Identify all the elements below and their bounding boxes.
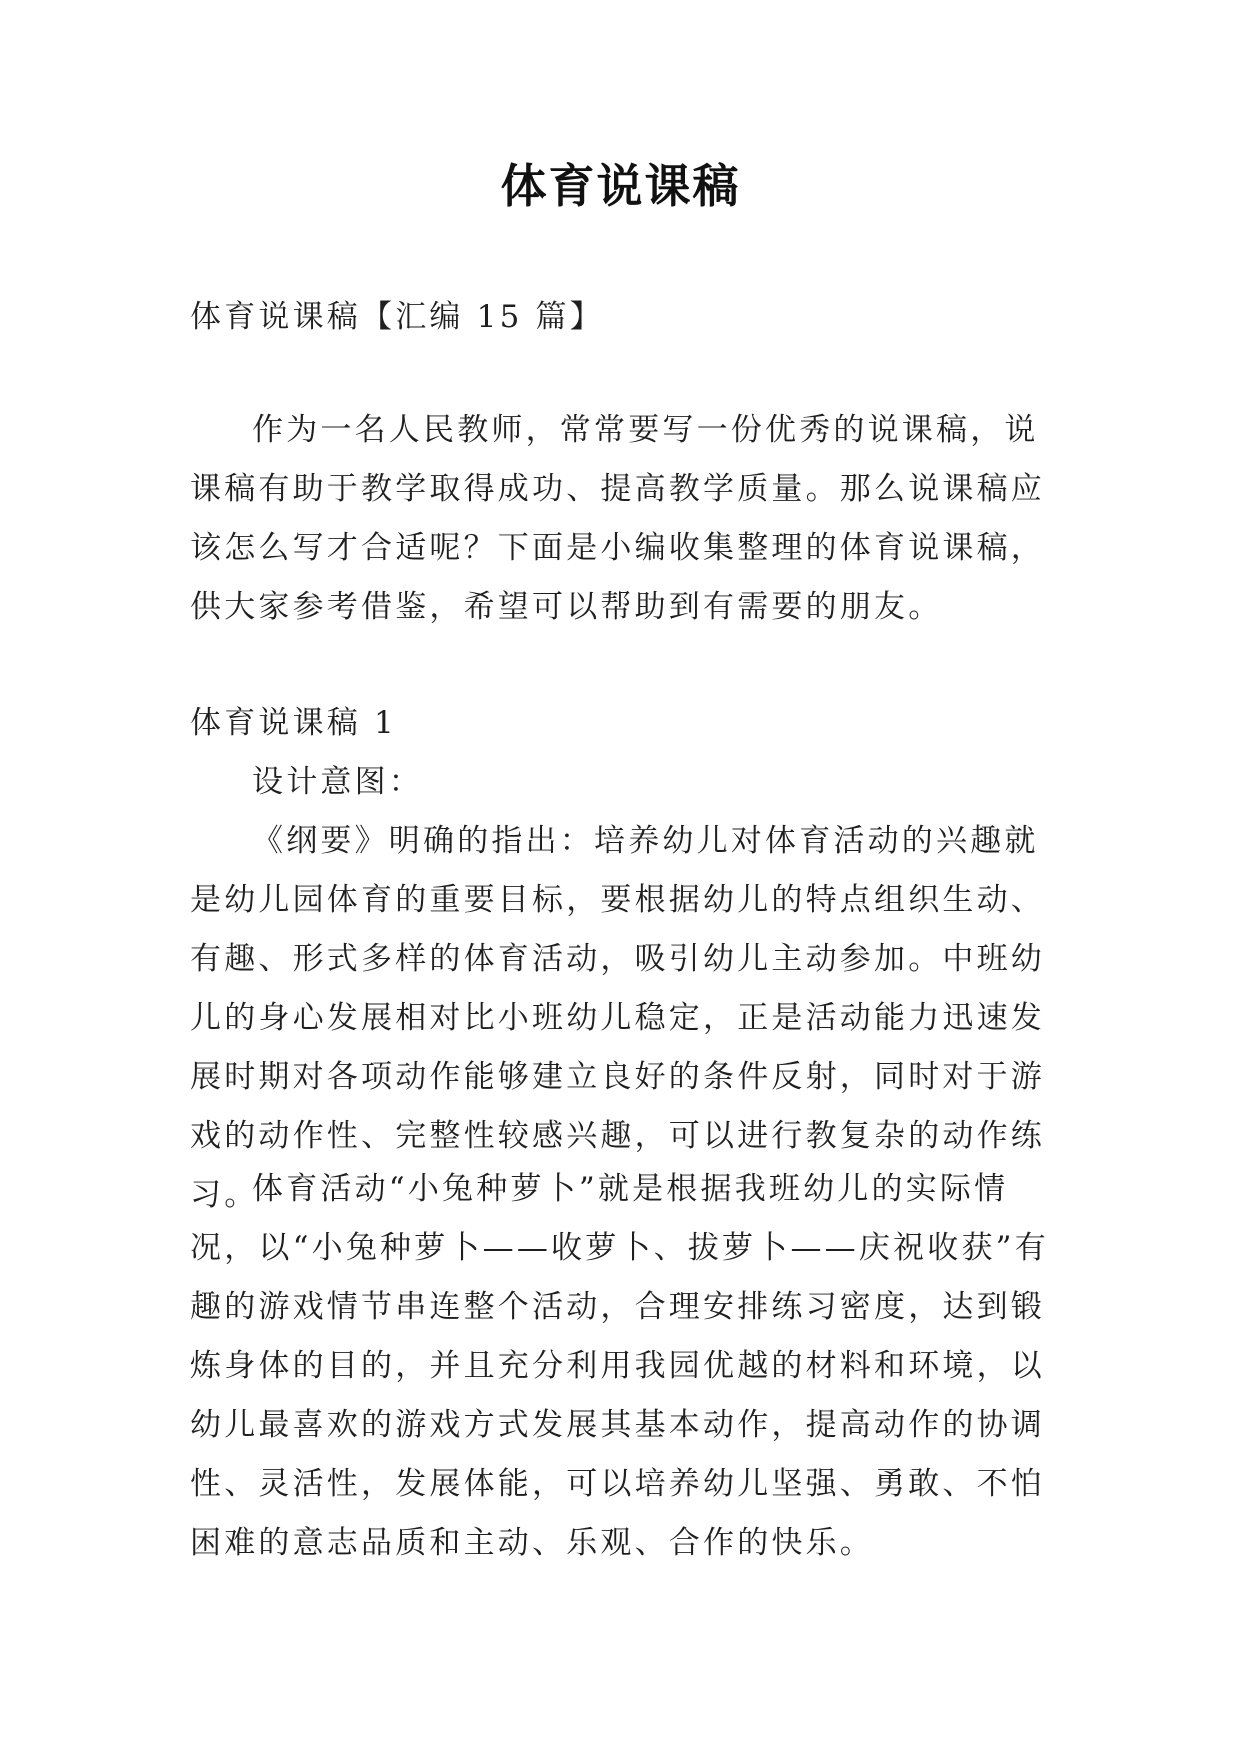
outline-paragraph: 《纲要》明确的指出：培养幼儿对体育活动的兴趣就是幼儿园体育的重要目标，要根据幼儿的特点组织生动、有趣、形式多样的体育活动，吸引幼儿主动参加。中班幼儿的身心发展相对比小班幼儿稳定，正是活动能力迅速发展时期对各项动作能够建立良好的条件反射，同时对于游戏的动作性、完整性较感兴趣，可以进行教复杂的动作练习。 (190, 823, 1045, 1213)
activity-paragraph: 体育活动“小兔种萝卜”就是根据我班幼儿的实际情况，以“小兔种萝卜——收萝卜、拔萝卜——庆祝收获”有趣的游戏情节串连整个活动，合理安排练习密度，达到锻炼身体的目的，并且充分利用我园优越的材料和环境，以幼儿最喜欢的游戏方式发展其基本动作，提高动作的协调性、灵活性，发展体能，可以培养幼儿坚强、勇敢、不怕困难的意志品质和主动、乐观、合作的快乐。 (190, 1171, 1049, 1561)
document-subtitle: 体育说课稿【汇编 15 篇】 (190, 299, 604, 335)
design-intent-label: 设计意图： (252, 764, 423, 800)
document-title: 体育说课稿 (500, 159, 741, 213)
intro-paragraph: 作为一名人民教师，常常要写一份优秀的说课稿，说课稿有助于教学取得成功、提高教学质量。那么说课稿应该怎么写才合适呢？下面是小编收集整理的体育说课稿，供大家参考借鉴，希望可以帮助到有需要的朋友。 (190, 412, 1045, 625)
section-heading: 体育说课稿 1 (190, 705, 397, 741)
